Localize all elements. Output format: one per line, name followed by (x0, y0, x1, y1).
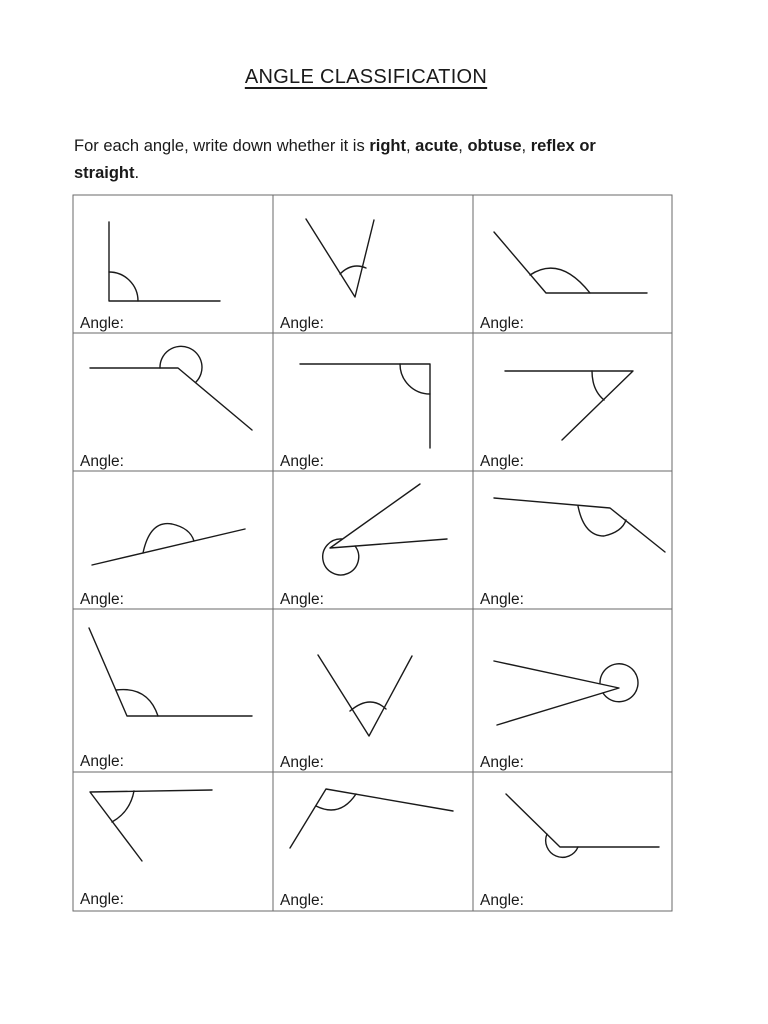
angle-12-diagram (494, 661, 638, 725)
angle-8-label: Angle: (280, 591, 324, 608)
option-straight: straight (74, 164, 135, 182)
angle-3-diagram (494, 232, 647, 293)
angle-5-label: Angle: (280, 453, 324, 470)
angle-5-diagram (300, 364, 430, 448)
instructions: For each angle, write down whether it is right, acute, obtuse, reflex or straight. (74, 137, 596, 182)
angle-arc (400, 364, 430, 394)
angle-arc (112, 791, 134, 822)
angle-15-diagram (506, 794, 659, 857)
angle-arc (116, 690, 158, 716)
angle-6-diagram (505, 371, 633, 440)
angle-arc (143, 524, 194, 553)
angle-10-diagram (89, 628, 252, 716)
angle-arc (160, 346, 202, 382)
angle-arc (323, 539, 359, 575)
angle-arc (600, 664, 638, 702)
angle-3-label: Angle: (480, 315, 524, 332)
angle-14-label: Angle: (280, 892, 324, 909)
angle-4-label: Angle: (80, 453, 124, 470)
option-acute: acute (415, 137, 459, 155)
option-obtuse: obtuse (467, 137, 522, 155)
angle-13-diagram (90, 790, 212, 861)
angle-7-diagram (92, 524, 245, 565)
option-reflex: reflex (530, 137, 575, 155)
angle-arc (530, 268, 590, 293)
angle-4-diagram (90, 346, 252, 430)
angle-2-diagram (306, 219, 374, 297)
angle-11-diagram (318, 655, 412, 736)
angle-12-label: Angle: (480, 754, 524, 771)
angle-2-label: Angle: (280, 315, 324, 332)
angle-arc (350, 702, 386, 711)
worksheet-title: ANGLE CLASSIFICATION (244, 66, 488, 88)
angle-1-diagram (109, 222, 220, 301)
angle-arc (109, 272, 138, 301)
angle-arc (578, 506, 626, 536)
angle-9-label: Angle: (480, 591, 524, 608)
angle-8-diagram (323, 484, 447, 575)
angle-10-label: Angle: (80, 753, 124, 770)
angle-13-label: Angle: (80, 891, 124, 908)
angle-1-label: Angle: (80, 315, 124, 332)
instructions-prefix: For each angle, write down whether it is (74, 137, 370, 155)
option-right: right (369, 137, 406, 155)
angle-9-diagram (494, 498, 665, 552)
grid-lines (73, 195, 672, 911)
option-or: or (574, 137, 596, 155)
grid-border (73, 195, 672, 911)
angle-15-label: Angle: (480, 892, 524, 909)
angle-14-diagram (290, 789, 453, 848)
angle-11-label: Angle: (280, 754, 324, 771)
angle-7-label: Angle: (80, 591, 124, 608)
angle-6-label: Angle: (480, 453, 524, 470)
angle-arc (592, 371, 604, 400)
